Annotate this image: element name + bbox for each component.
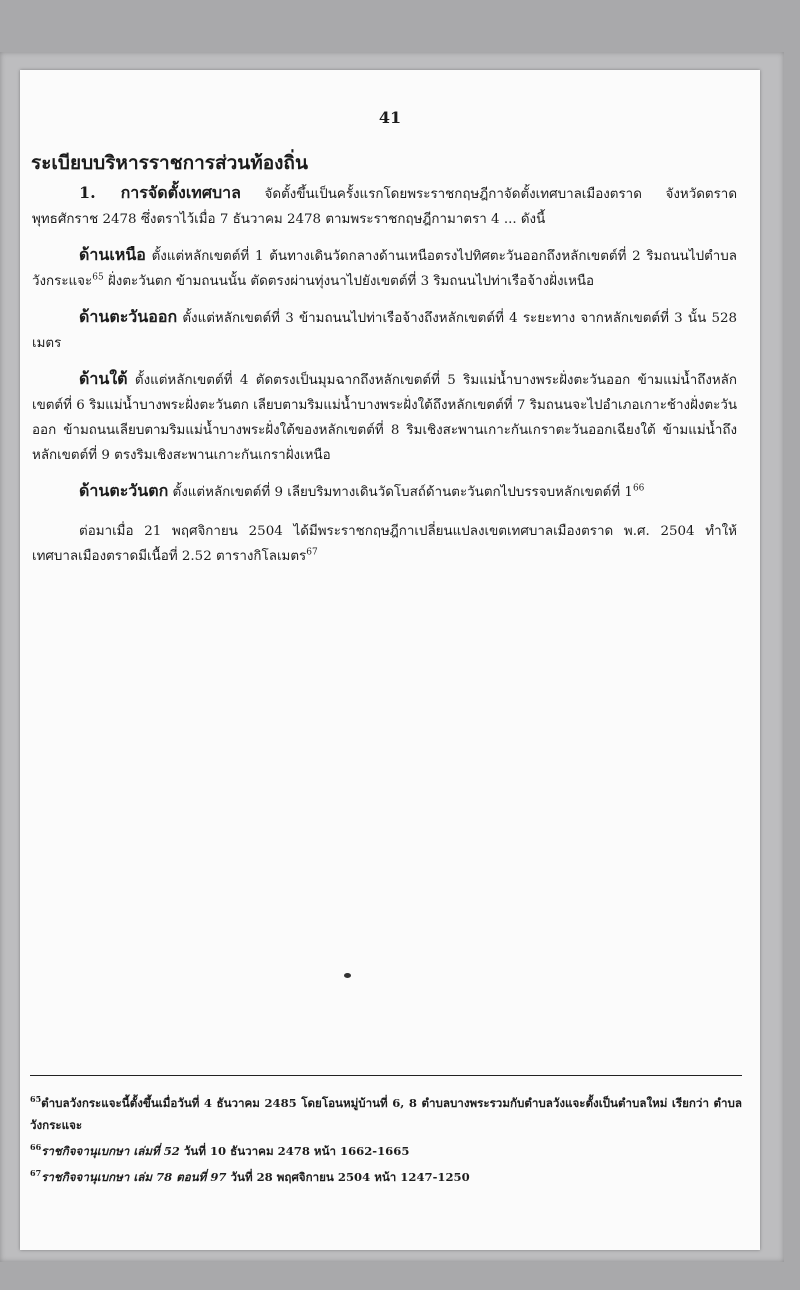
footnote-number: 65 (30, 1094, 42, 1105)
paragraph-south-boundary (32, 366, 737, 468)
paragraph-heading: ด้านเหนือ (79, 245, 146, 264)
footnote-67 (30, 1166, 742, 1188)
paragraph-text: ตั้งแต่หลักเขตต์ที่ 9 เลียบริมทางเดินวัดโบสถ์ด้านตะวันตกไปบรรจบหลักเขตต์ที่ 1 (168, 485, 633, 500)
paragraph-north-boundary (32, 242, 737, 294)
footnote-divider (30, 1075, 742, 1076)
section-title: ระเบียบบริหารราชการส่วนท้องถิ่น (31, 152, 308, 174)
paragraph-municipality-establishment (32, 180, 737, 232)
paragraph-boundary-change (32, 519, 737, 569)
footnote-ref[interactable]: 65 (92, 272, 104, 283)
paragraph-heading: 1. การจัดตั้งเทศบาล (79, 183, 241, 202)
paragraph-west-boundary (32, 478, 737, 505)
footnote-number: 66 (30, 1142, 42, 1153)
footnote-source: ราชกิจจานุเบกษา เล่ม 78 ตอนที่ 97 (41, 1170, 227, 1184)
document-page (20, 70, 760, 1250)
footnote-ref[interactable]: 66 (632, 483, 645, 494)
footnote-number: 67 (30, 1168, 42, 1179)
paragraph-text: ต่อมาเมื่อ 21 พฤศจิกายน 2504 ได้มีพระราชกฤษฎีกาเปลี่ยนแปลงเขตเทศบาลเมืองตราด พ.ศ. 2504 ทำให้เทศบาลเมืองตราดมีเนื้อที่ 2.52 ตารางกิโลเมตร (32, 524, 737, 564)
paragraph-heading: ด้านใต้ (79, 369, 128, 388)
body-text (32, 180, 737, 579)
ink-mark (344, 973, 351, 978)
footnote-text: วันที่ 28 พฤศจิกายน 2504 หน้า 1247-1250 (226, 1170, 470, 1184)
paragraph-text: ตั้งแต่หลักเขตต์ที่ 4 ตัดตรงเป็นมุมฉากถึงหลักเขตต์ที่ 5 ริมแม่น้ำบางพระฝั่งตะวันออก ข้ามแม่น้ำถึงหลักเขตต์ที่ 6 ริมแม่น้ำบางพระฝั่งตะวันตก เลียบตามริมแม่น้ำบางพระฝั่งใต้ถึงหลักเขตต์ที่ 7 ริมถนนจะไปอำเภอเกาะช้างฝั่งตะวันออก ข้ามถนนเลียบตามริมแม่น้ำบางพระฝั่งใต้ของหลักเขตต์ที่ 8 ริมเชิงสะพานเกาะกันเกราตะวันออกเฉียงใต้ ข้ามแม่น้ำถึงหลักเขตต์ที่ 9 ตรงริมเชิงสะพานเกาะกันเกราฝั่งเหนือ (32, 373, 737, 463)
paragraph-text: จัดตั้งขึ้นเป็นครั้งแรกโดยพระราชกฤษฎีกาจัดตั้งเทศบาลเมืองตราด จังหวัดตราด พุทธศักราช 2478 ซึ่งตราไว้เมื่อ 7 ธันวาคม 2478 ตามพระราชกฤษฎีกามาตรา 4 ... ดังนี้ (32, 187, 738, 227)
footnote-text: วันที่ 10 ธันวาคม 2478 หน้า 1662-1665 (179, 1144, 410, 1158)
footnote-65 (30, 1092, 742, 1136)
footnote-ref[interactable]: 67 (306, 547, 318, 558)
paragraph-text: ฝั่งตะวันตก ข้ามถนนนั้น ตัดตรงผ่านทุ่งนาไปยังเขตต์ที่ 3 ริมถนนไปท่าเรือจ้างฝั่งเหนือ (103, 274, 595, 289)
paragraph-text: ตั้งแต่หลักเขตต์ที่ 3 ข้ามถนนไปท่าเรือจ้างถึงหลักเขตต์ที่ 4 ระยะทาง จากหลักเขตต์ที่ 3 นั้น 528 เมตร (32, 311, 737, 351)
footnote-text: ตำบลวังกระแจะนี้ตั้งขึ้นเมื่อวันที่ 4 ธันวาคม 2485 โดยโอนหมู่บ้านที่ 6, 8 ตำบลบางพระรวมกับตำบลวังแจะตั้งเป็นตำบลใหม่ เรียกว่า ตำบลวังกระแจะ (30, 1096, 742, 1132)
paragraph-text: ตั้งแต่หลักเขตต์ที่ 1 ต้นทางเดินวัดกลางด้านเหนือตรงไปทิศตะวันออกถึงหลักเขตต์ที่ 2 ริมถนนไปตำบลวังกระแจะ (32, 249, 737, 289)
page-number: 41 (378, 108, 402, 127)
footnote-66 (30, 1140, 742, 1162)
paragraph-heading: ด้านตะวันออก (79, 307, 178, 326)
paragraph-heading: ด้านตะวันตก (79, 481, 169, 500)
footnotes (30, 1092, 742, 1192)
paragraph-east-boundary (32, 304, 737, 356)
footnote-source: ราชกิจจานุเบกษา เล่มที่ 52 (41, 1144, 180, 1158)
